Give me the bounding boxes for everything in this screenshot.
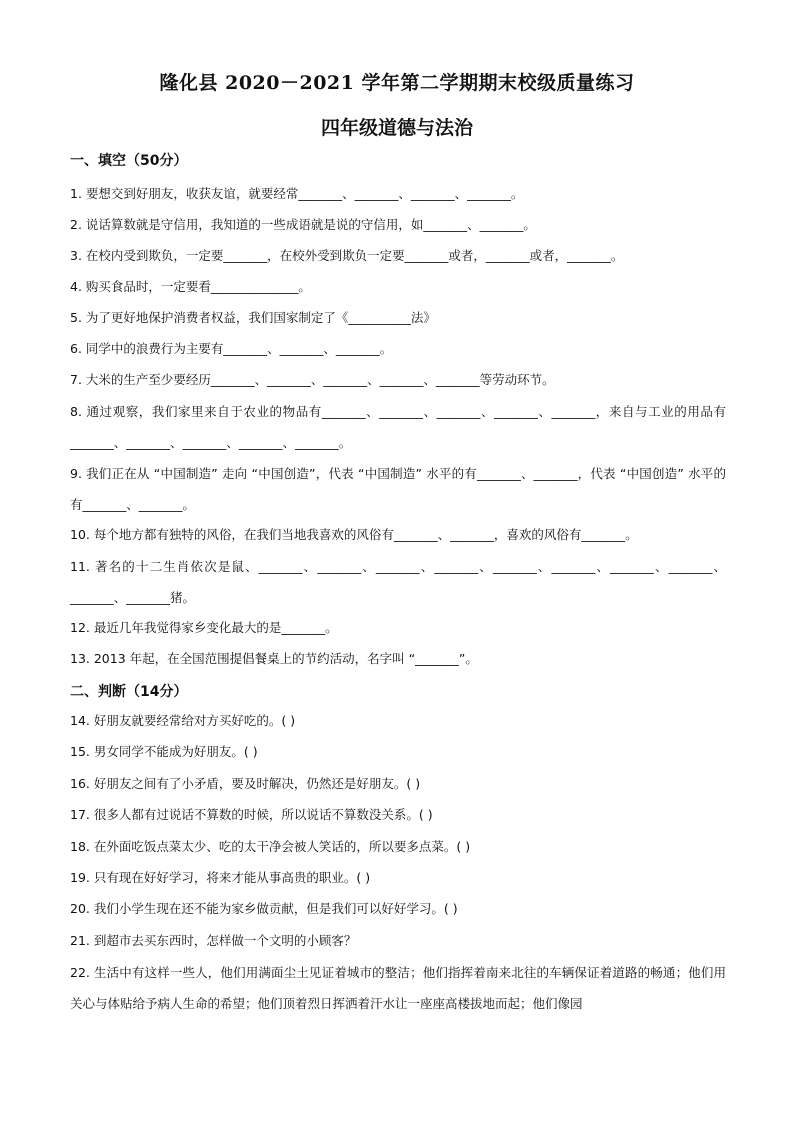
exam-subtitle: 四年级道德与法治	[320, 117, 473, 139]
question-21: 21. 到超市去买东西时，怎样做一个文明的小顾客？	[70, 933, 357, 948]
question-1: 1. 要想交到好朋友，收获友谊，就要经常_______、_______、_______、_______。	[70, 186, 524, 201]
question-11: 11. 著名的十二生肖依次是鼠、_______、_______、_______、_______、_______、_______、_______、_______、_______、_______猪。	[70, 559, 726, 605]
question-22: 22. 生活中有这样一些人，他们用满面尘土见证着城市的整洁；他们指挥着南来北往的车辆保证着道路的畅通；他们用关心与体贴给予病人生命的希望；他们顶着烈日挥洒着汗水让一座座高楼拔地而起；他们像园	[70, 965, 726, 1011]
question-20: 20. 我们小学生现在还不能为家乡做贡献，但是我们可以好好学习。( )	[70, 901, 458, 916]
question-16: 16. 好朋友之间有了小矛盾，要及时解决，仍然还是好朋友。( )	[70, 776, 421, 791]
question-17: 17. 很多人都有过说话不算数的时候，所以说话不算数没关系。( )	[70, 807, 433, 822]
section-heading-judge: 二、判断（14分）	[70, 684, 188, 700]
question-2: 2. 说话算数就是守信用，我知道的一些成语就是说的守信用，如_______、_______。	[70, 217, 536, 232]
question-5: 5. 为了更好地保护消费者权益，我们国家制定了《__________法》	[70, 310, 436, 325]
question-12: 12. 最近几年我觉得家乡变化最大的是_______。	[70, 620, 338, 635]
question-14: 14. 好朋友就要经常给对方买好吃的。( )	[70, 713, 296, 728]
question-13: 13. 2013 年起，在全国范围提倡餐桌上的节约活动，名字叫 “_______”。	[70, 651, 478, 666]
section-heading-fill-in: 一、填空（50分）	[70, 153, 188, 169]
question-8: 8. 通过观察，我们家里来自于农业的物品有_______、_______、_______、_______、_______，来自与工业的用品有_______、_______、_______、_______、_______。	[70, 404, 726, 450]
question-18: 18. 在外面吃饭点菜太少、吃的太干净会被人笑话的，所以要多点菜。( )	[70, 839, 471, 854]
question-19: 19. 只有现在好好学习，将来才能从事高贵的职业。( )	[70, 870, 371, 885]
question-6: 6. 同学中的浪费行为主要有_______、_______、_______。	[70, 341, 393, 356]
question-7: 7. 大米的生产至少要经历_______、_______、_______、_______、_______等劳动环节。	[70, 372, 555, 387]
question-10: 10. 每个地方都有独特的风俗，在我们当地我喜欢的风俗有_______、_______，喜欢的风俗有_______。	[70, 527, 638, 542]
question-15: 15. 男女同学不能成为好朋友。( )	[70, 744, 258, 759]
exam-title: 隆化县 2020－2021 学年第二学期期末校级质量练习	[159, 72, 635, 94]
question-9: 9. 我们正在从 “中国制造” 走向 “中国创造”，代表 “中国制造” 水平的有_______、_______，代表 “中国创造” 水平的有_______、_______。	[70, 466, 726, 512]
question-3: 3. 在校内受到欺负，一定要_______，在校外受到欺负一定要_______或者，_______或者，_______。	[70, 248, 624, 263]
question-4: 4. 购买食品时，一定要看______________。	[70, 279, 311, 294]
